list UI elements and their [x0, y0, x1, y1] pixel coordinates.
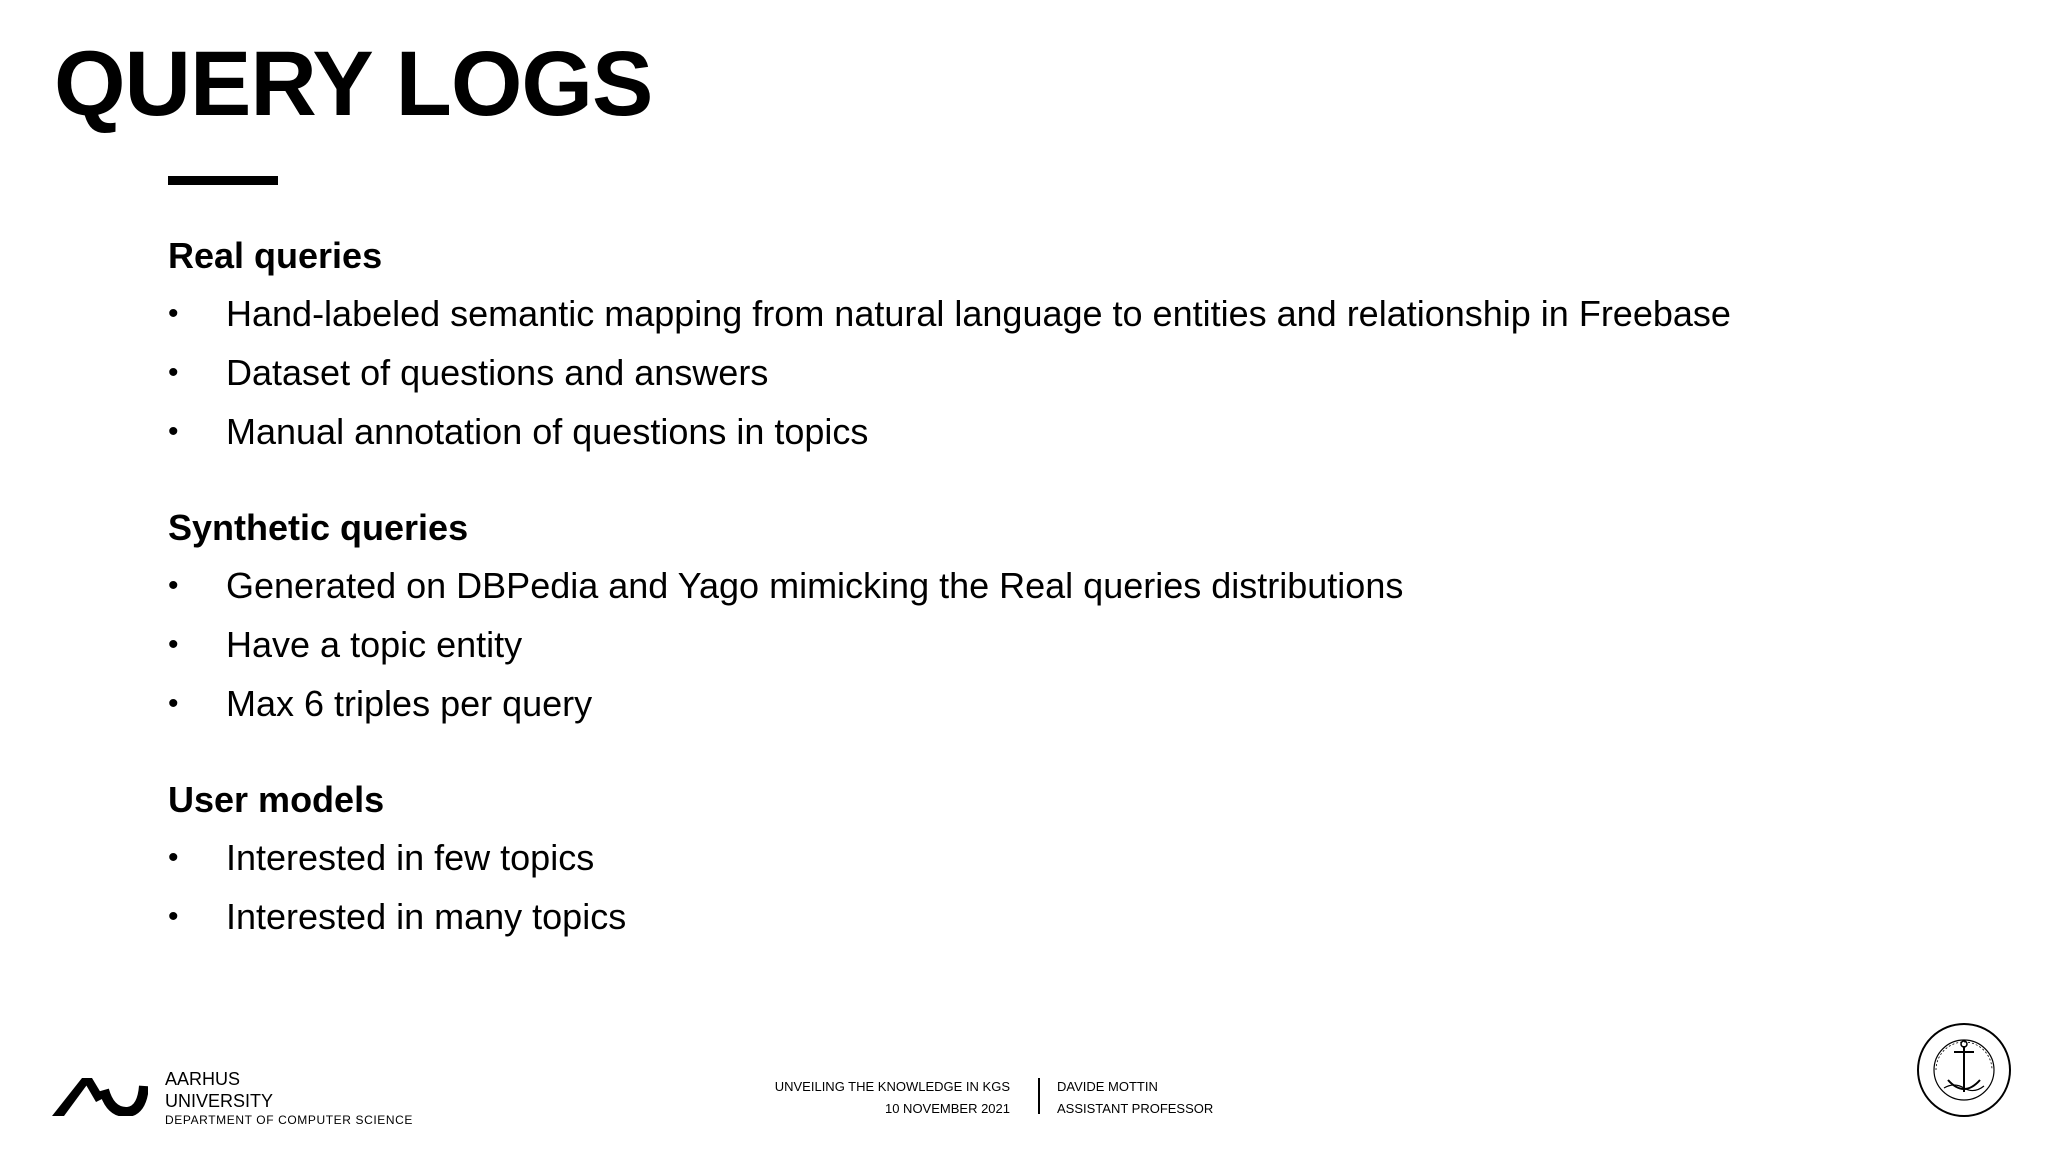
bullet-list [168, 290, 1988, 456]
footer-divider [1038, 1078, 1040, 1114]
footer-talk-info [760, 1076, 1260, 1118]
aarhus-university-logo-icon [52, 1064, 148, 1116]
section-real-queries [168, 232, 1988, 456]
section-user-models [168, 776, 1988, 941]
bullet-text: Generated on DBPedia and Yago mimicking the Real queries distributions [226, 565, 1404, 606]
department-name: DEPARTMENT OF COMPUTER SCIENCE [165, 1113, 414, 1127]
section-heading: User models [168, 779, 385, 820]
title-underline [168, 176, 278, 185]
bullet-list [168, 562, 1988, 728]
list-item [168, 290, 1988, 338]
footer-talk-block [775, 1076, 1010, 1120]
list-item [168, 680, 1988, 728]
talk-title: UNVEILING THE KNOWLEDGE IN KGS [774, 1079, 1010, 1094]
bullet-text: Dataset of questions and answers [226, 352, 769, 393]
bullet-icon: • [168, 900, 179, 933]
bullet-text: Interested in few topics [226, 837, 595, 878]
bullet-icon: • [168, 297, 179, 330]
section-synthetic-queries [168, 504, 1988, 728]
bullet-icon: • [168, 841, 179, 874]
bullet-text: Max 6 triples per query [226, 683, 593, 724]
presenter-name: DAVIDE MOTTIN [1057, 1079, 1158, 1094]
slide-title: QUERY LOGS [54, 33, 653, 135]
bullet-icon: • [168, 687, 179, 720]
university-name [165, 1068, 413, 1128]
bullet-text: Hand-labeled semantic mapping from natural language to entities and relationship in Freebase [226, 293, 1731, 334]
university-line-1: AARHUS [165, 1069, 241, 1089]
list-item [168, 893, 1988, 941]
bullet-icon: • [168, 569, 179, 602]
list-item [168, 408, 1988, 456]
talk-date: 10 NOVEMBER 2021 [884, 1101, 1010, 1116]
list-item [168, 621, 1988, 669]
bullet-icon: • [168, 628, 179, 661]
bullet-text: Manual annotation of questions in topics [226, 411, 869, 452]
bullet-text: Interested in many topics [226, 896, 627, 937]
slide-content [168, 232, 1988, 989]
bullet-text: Have a topic entity [226, 624, 523, 665]
section-heading: Synthetic queries [168, 507, 469, 548]
bullet-list [168, 834, 1988, 941]
bullet-icon: • [168, 356, 179, 389]
list-item [168, 562, 1988, 610]
university-seal-icon [1914, 1020, 2014, 1120]
bullet-icon: • [168, 415, 179, 448]
presenter-role: ASSISTANT PROFESSOR [1057, 1101, 1214, 1116]
list-item [168, 834, 1988, 882]
university-line-2: UNIVERSITY [165, 1091, 274, 1111]
section-heading: Real queries [168, 235, 383, 276]
footer-presenter-block [1057, 1076, 1213, 1120]
list-item [168, 349, 1988, 397]
